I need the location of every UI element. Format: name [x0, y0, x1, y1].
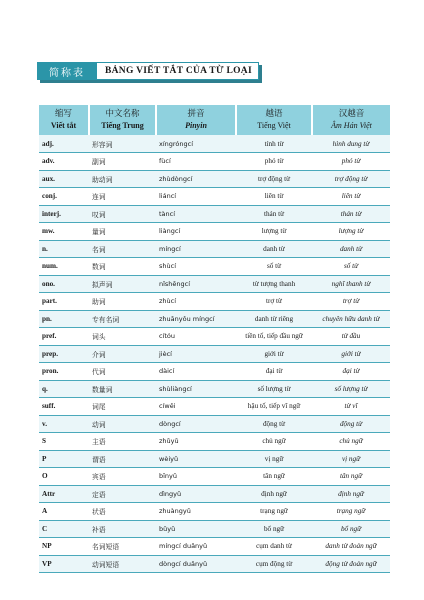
abbreviation-cell: pref. [42, 332, 57, 341]
table-row [39, 328, 390, 346]
chinese-name-cell: 助动词 [92, 175, 113, 184]
chinese-name-cell: 专有名词 [92, 315, 120, 324]
pinyin-cell: shùliàngcí [159, 384, 192, 393]
header-tag: 简称表 [37, 62, 97, 80]
abbreviation-cell: adj. [42, 139, 54, 148]
column-header-vi: Pinyin [185, 121, 207, 130]
sino-vietnamese-cell: đại từ [342, 367, 360, 376]
table-row [39, 555, 390, 573]
sino-vietnamese-cell: bổ ngữ [340, 524, 362, 533]
chinese-name-cell: 名词短语 [92, 543, 120, 552]
pinyin-cell: míngcí [159, 244, 181, 253]
vietnamese-cell: cụm động từ [255, 559, 293, 568]
pinyin-cell: zhǔyǔ [159, 437, 179, 446]
abbreviation-cell: P [42, 454, 47, 463]
vietnamese-cell: định ngữ [261, 489, 287, 498]
chinese-name-cell: 数词 [92, 263, 106, 272]
column-header-vi: Tiếng Việt [257, 121, 291, 130]
sino-vietnamese-cell: tân ngữ [339, 472, 363, 481]
table-row [39, 223, 390, 241]
vietnamese-cell: số lượng từ [257, 384, 291, 393]
table-row [39, 240, 390, 258]
column-header-vietnamese [236, 105, 312, 135]
abbreviation-cell: prep. [42, 349, 59, 358]
column-header-zh: 中文名称 [105, 109, 140, 119]
vietnamese-cell: giới từ [264, 349, 284, 358]
vietnamese-cell: bổ ngữ [263, 524, 285, 533]
vietnamese-cell: cụm danh từ [256, 542, 292, 551]
sino-vietnamese-cell: trợ động từ [334, 174, 368, 183]
sino-vietnamese-cell: trạng ngữ [336, 507, 366, 516]
pinyin-cell: zhùcí [159, 297, 177, 306]
pinyin-cell: zhùdòngcí [159, 174, 193, 183]
abbreviation-cell: O [42, 472, 48, 481]
table-header-row [39, 105, 390, 135]
section-header [37, 62, 259, 80]
vietnamese-cell: danh từ [263, 244, 285, 253]
sino-vietnamese-cell: thán từ [340, 209, 362, 218]
column-header-pinyin [156, 105, 236, 135]
vietnamese-cell: tiền tố, tiếp đầu ngữ [245, 332, 303, 341]
pinyin-cell: shùcí [159, 262, 177, 271]
vietnamese-cell: danh từ riêng [254, 314, 294, 323]
vietnamese-cell: chủ ngữ [262, 437, 286, 446]
pinyin-cell: dìngyǔ [159, 489, 182, 498]
chinese-name-cell: 动词短语 [92, 560, 120, 569]
abbreviation-cell: A [42, 507, 48, 516]
column-header-sino-vietnamese [312, 105, 390, 135]
sino-vietnamese-cell: hình dung từ [332, 139, 370, 148]
vietnamese-cell: tân ngữ [263, 472, 285, 481]
sino-vietnamese-cell: động từ đoản ngữ [325, 559, 377, 568]
chinese-name-cell: 代词 [92, 368, 106, 377]
chinese-name-cell: 量词 [92, 228, 106, 237]
pinyin-cell: wèiyǔ [159, 454, 179, 463]
chinese-name-cell: 拟声词 [92, 280, 113, 289]
abbreviation-cell: VP [42, 559, 52, 568]
vietnamese-cell: liên từ [264, 192, 284, 201]
table-row [39, 415, 390, 433]
chinese-name-cell: 词尾 [92, 403, 106, 412]
abbreviation-cell: interj. [42, 209, 61, 218]
table-row [39, 380, 390, 398]
table-row [39, 205, 390, 223]
table-row [39, 520, 390, 538]
column-header-abbr [39, 105, 89, 135]
chinese-name-cell: 副词 [92, 158, 106, 167]
abbreviation-cell: aux. [42, 174, 55, 183]
chinese-name-cell: 词头 [92, 333, 106, 342]
vietnamese-cell: hậu tố, tiếp vĩ ngữ [247, 402, 301, 411]
table-row [39, 188, 390, 206]
table-row [39, 503, 390, 521]
sino-vietnamese-cell: số lượng từ [334, 384, 368, 393]
table-row [39, 468, 390, 486]
chinese-name-cell: 叹词 [92, 210, 106, 219]
abbreviation-cell: v. [42, 419, 47, 428]
vietnamese-cell: trạng ngữ [260, 507, 288, 516]
sino-vietnamese-cell: lượng từ [338, 227, 364, 236]
chinese-name-cell: 补语 [92, 525, 106, 534]
table-row [39, 275, 390, 293]
sino-vietnamese-cell: giới từ [341, 349, 361, 358]
table-row [39, 538, 390, 556]
pinyin-cell: bīnyǔ [159, 472, 178, 481]
table-row [39, 363, 390, 381]
abbreviation-cell: Attr [42, 489, 56, 498]
pinyin-cell: tàncí [159, 209, 176, 218]
pinyin-cell: jiècí [159, 349, 172, 358]
vietnamese-cell: phó từ [264, 157, 284, 166]
sino-vietnamese-cell: danh từ đoản ngữ [325, 542, 377, 551]
chinese-name-cell: 定语 [92, 490, 106, 499]
table-row [39, 258, 390, 276]
sino-vietnamese-cell: phó từ [341, 157, 361, 166]
column-header-zh: 汉越音 [338, 109, 365, 119]
table-row [39, 153, 390, 171]
chinese-name-cell: 形容词 [92, 140, 113, 149]
sino-vietnamese-cell: vị ngữ [341, 454, 361, 463]
pinyin-cell: dòngcí duǎnyǔ [159, 559, 208, 568]
table-row [39, 170, 390, 188]
vietnamese-cell: trợ động từ [257, 174, 291, 183]
vietnamese-cell: trợ từ [266, 297, 282, 306]
table-row [39, 293, 390, 311]
sino-vietnamese-cell: số từ [343, 262, 359, 271]
abbreviation-cell: C [42, 524, 48, 533]
abbreviation-cell: num. [42, 262, 58, 271]
pinyin-cell: cíwěi [159, 402, 176, 411]
vietnamese-cell: tính từ [264, 139, 284, 148]
chinese-name-cell: 宾语 [92, 473, 106, 482]
abbreviation-cell: q. [42, 384, 48, 393]
pinyin-cell: liàngcí [159, 227, 181, 236]
pinyin-cell: fùcí [159, 157, 171, 166]
abbreviation-cell: S [42, 437, 46, 446]
column-header-chinese [89, 105, 156, 135]
pinyin-cell: dàicí [159, 367, 175, 376]
pinyin-cell: zhuānyǒu míngcí [159, 314, 215, 323]
column-header-vi: Tiếng Trung [101, 121, 144, 130]
table-row [39, 485, 390, 503]
abbreviation-cell: conj. [42, 192, 57, 201]
abbreviation-cell: pn. [42, 314, 52, 323]
pinyin-cell: míngcí duǎnyǔ [159, 542, 208, 551]
sino-vietnamese-cell: định ngữ [338, 489, 364, 498]
abbreviation-cell: pron. [42, 367, 59, 376]
chinese-name-cell: 连词 [92, 193, 106, 202]
column-header-vi: Âm Hán Việt [331, 121, 372, 130]
table-row [39, 345, 390, 363]
pinyin-cell: liáncí [159, 192, 177, 201]
pinyin-cell: xíngróngcí [159, 139, 194, 148]
abbreviation-cell: part. [42, 297, 57, 306]
table-row [39, 398, 390, 416]
vietnamese-cell: số từ [266, 262, 282, 271]
column-header-vi: Viết tắt [50, 121, 77, 130]
pinyin-cell: dòngcí [159, 419, 181, 428]
sino-vietnamese-cell: từ đầu [341, 332, 361, 341]
vietnamese-cell: động từ [262, 419, 286, 428]
abbreviation-cell: n. [42, 244, 48, 253]
pinyin-cell: zhuàngyǔ [159, 507, 191, 516]
column-header-zh: 拼音 [187, 109, 205, 119]
table-row [39, 310, 390, 328]
chinese-name-cell: 名词 [92, 245, 106, 254]
pinyin-cell: nǐshēngcí [159, 279, 191, 288]
table-row [39, 135, 390, 153]
chinese-name-cell: 助词 [92, 298, 106, 307]
vietnamese-cell: đại từ [265, 367, 283, 376]
chinese-name-cell: 主语 [92, 438, 106, 447]
sino-vietnamese-cell: động từ [339, 419, 363, 428]
abbreviation-cell: mw. [42, 227, 55, 236]
vietnamese-cell: thán từ [263, 209, 285, 218]
column-header-zh: 缩写 [54, 109, 72, 119]
chinese-name-cell: 谓语 [92, 455, 106, 464]
sino-vietnamese-cell: nghĩ thanh từ [331, 279, 371, 288]
column-header-zh: 越语 [265, 109, 283, 119]
table-row [39, 433, 390, 451]
chinese-name-cell: 介词 [92, 350, 106, 359]
abbreviation-cell: ono. [42, 279, 55, 288]
vietnamese-cell: lượng từ [261, 227, 287, 236]
vietnamese-cell: từ tượng thanh [252, 279, 296, 288]
sino-vietnamese-cell: từ vĩ [344, 402, 358, 411]
sino-vietnamese-cell: danh từ [339, 244, 363, 253]
abbreviation-cell: adv. [42, 157, 55, 166]
pinyin-cell: bǔyǔ [159, 524, 176, 533]
chinese-name-cell: 数量词 [92, 385, 113, 394]
header-title: BẢNG VIẾT TẮT CỦA TỪ LOẠI [97, 62, 259, 80]
chinese-name-cell: 动词 [92, 420, 106, 429]
abbreviation-table [39, 105, 390, 573]
pinyin-cell: cítóu [159, 332, 176, 341]
sino-vietnamese-cell: trợ từ [342, 297, 360, 306]
sino-vietnamese-cell: chủ ngữ [339, 437, 363, 446]
vietnamese-cell: vị ngữ [264, 454, 284, 463]
abbreviation-cell: NP [42, 542, 52, 551]
sino-vietnamese-cell: liên từ [341, 192, 361, 201]
table-row [39, 450, 390, 468]
abbreviation-cell: suff. [42, 402, 56, 411]
chinese-name-cell: 状语 [92, 508, 106, 517]
sino-vietnamese-cell: chuyên hữu danh từ [322, 314, 380, 323]
